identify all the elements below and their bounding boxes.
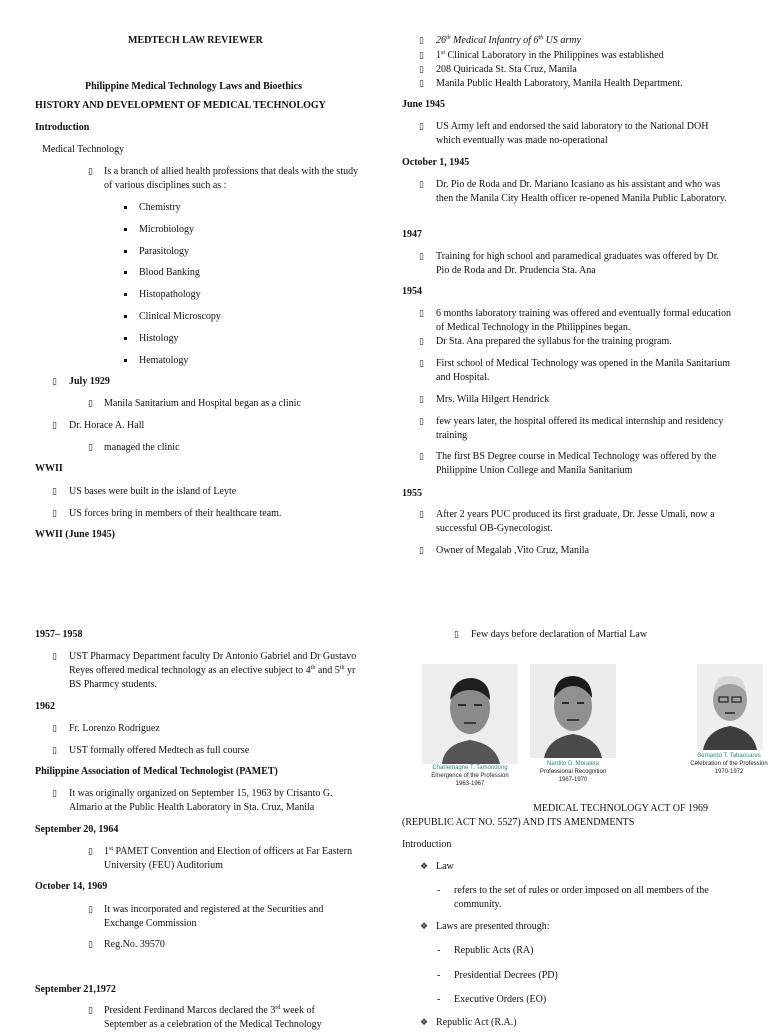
bullet-icon: ▯ xyxy=(88,847,93,857)
diamond-bullet-icon: ❖ xyxy=(420,862,429,872)
bullet-icon: ▯ xyxy=(419,452,424,462)
bullet-icon: ▯ xyxy=(88,1006,93,1016)
y1955-item: Owner of Megalab ,Vito Cruz, Manila xyxy=(436,545,589,556)
law-type-item: Executive Orders (EO) xyxy=(454,994,547,1005)
bullet-icon: ▯ xyxy=(419,122,424,132)
bullet-icon: ▯ xyxy=(88,399,93,409)
y1955-item: After 2 years PUC produced its first graduate, Dr. Jesse Umali, now a successful OB-Gynecologist. xyxy=(436,509,715,534)
y1954-item: few years later, the hospital offered its medical internship and residency training xyxy=(436,416,724,441)
bullet-icon: ▯ xyxy=(88,905,93,915)
first-lab-item: 1st Clinical Laboratory in the Philippines was established xyxy=(436,50,664,61)
bullet-icon: ▯ xyxy=(419,337,424,347)
portrait-photo xyxy=(697,664,763,750)
square-bullet-icon xyxy=(124,271,127,274)
bullet-icon: ▯ xyxy=(52,724,57,734)
sep-1964-item: 1st PAMET Convention and Election of officers at Far Eastern University (FEU) Auditorium xyxy=(104,846,352,871)
bullet-icon: ▯ xyxy=(419,36,424,46)
medtech-label: Medical Technology xyxy=(42,144,125,155)
martial-law-item: Few days before declaration of Martial Law xyxy=(471,629,648,640)
republic-act-item: Republic Act (R.A.) xyxy=(436,1017,517,1028)
bullet-icon: ▯ xyxy=(52,377,57,387)
portrait-role: Celebration of the Profession xyxy=(690,761,768,767)
oct-1945-item: Dr. Pio de Roda and Dr. Mariano Icasiano as his assistant and who was then the Manila City Health officer re-opened Manila Public Laboratory. xyxy=(436,179,727,204)
portrait-role: Professional Recognition xyxy=(539,769,607,775)
wwii-heading: WWII xyxy=(35,463,63,474)
portrait-years: 1970-1972 xyxy=(714,769,744,775)
bullet-icon: ▯ xyxy=(419,252,424,262)
bullet-icon: ▯ xyxy=(419,309,424,319)
act-title-line2: (REPUBLIC ACT NO. 5527) AND ITS AMENDMENTS xyxy=(402,817,635,828)
bullet-icon: ▯ xyxy=(419,180,424,190)
square-bullet-icon xyxy=(124,250,127,253)
bullet-icon: ▯ xyxy=(454,630,459,640)
y1954-item: Mrs. Willa Hilgert Hendrick xyxy=(436,394,550,405)
y1962-heading: 1962 xyxy=(35,701,55,712)
portrait-years: 1963-1967 xyxy=(455,781,485,787)
law-definition: refers to the set of rules or order imposed on all members of the community. xyxy=(454,885,709,910)
y1955-heading: 1955 xyxy=(402,488,422,499)
wwii-item: US bases were built in the island of Leyte xyxy=(69,486,237,497)
portrait-name: Charlemagne T. Tamondong xyxy=(432,765,508,771)
discipline-item: Microbiology xyxy=(139,224,194,235)
square-bullet-icon xyxy=(124,337,127,340)
law-type-item: Republic Acts (RA) xyxy=(454,945,534,956)
y1947-heading: 1947 xyxy=(402,229,422,240)
june-1945-heading: June 1945 xyxy=(402,99,446,110)
bullet-icon: ▯ xyxy=(88,167,93,177)
y1954-item: 6 months laboratory training was offered and eventually formal education of Medical Technology in the Philippines began. xyxy=(436,308,731,333)
square-bullet-icon xyxy=(124,359,127,362)
bullet-icon: ▯ xyxy=(419,546,424,556)
law-type-item: Presidential Decrees (PD) xyxy=(454,970,558,981)
y1957-heading: 1957– 1958 xyxy=(35,629,83,640)
dash-bullet-icon: - xyxy=(437,970,441,981)
discipline-item: Clinical Microscopy xyxy=(139,311,221,322)
y1957-item: UST Pharmacy Department faculty Dr Antonio Gabriel and Dr Gustavo Reyes offered medical technology as an elective subject to 4th and 5th yr BS Pharmcy students. xyxy=(69,651,357,690)
oct-1969-item: Reg.No. 39570 xyxy=(104,939,165,950)
hall-item: Dr. Horace A. Hall xyxy=(69,420,145,431)
portrait-years: 1967-1970 xyxy=(558,777,588,783)
july-1929-item: Manila Sanitarium and Hospital began as a clinic xyxy=(104,398,301,409)
bullet-icon: ▯ xyxy=(52,487,57,497)
june-1945-item: US Army left and endorsed the said laboratory to the National DOH which eventually was made no-operational xyxy=(436,121,709,146)
address-item: 208 Quiricada St. Sta Cruz, Manila xyxy=(436,64,577,75)
y1954-item: First school of Medical Technology was opened in the Manila Sanitarium and Hospital. xyxy=(436,358,731,383)
y1954-item: The first BS Degree course in Medical Technology was offered by the Philippine Union College and Manila Sanitarium xyxy=(436,451,717,476)
sep-1972-item-line2: September as a celebration of the Medical Technology xyxy=(104,1019,322,1030)
square-bullet-icon xyxy=(124,206,127,209)
manila-lab-item: Manila Public Health Laboratory, Manila Health Department. xyxy=(436,78,683,89)
oct-1969-heading: October 14, 1969 xyxy=(35,881,108,892)
bullet-icon: ▯ xyxy=(52,652,57,662)
portrait-name: Bernardo T. Tabaosares xyxy=(697,753,761,759)
bullet-icon: ▯ xyxy=(419,51,424,61)
bullet-icon: ▯ xyxy=(419,395,424,405)
bullet-icon: ▯ xyxy=(419,65,424,75)
portrait-role: Emergence of the Profession xyxy=(431,773,509,779)
y1962-item: Fr. Lorenzo Rodriguez xyxy=(69,723,160,734)
infantry-item: 26th Medical Infantry of 6th US army xyxy=(436,35,581,46)
sep-1964-heading: September 20, 1964 xyxy=(35,824,119,835)
bullet-icon: ▯ xyxy=(419,359,424,369)
y1954-heading: 1954 xyxy=(402,286,422,297)
y1947-item: Training for high school and paramedical graduates was offered by Dr. Pio de Roda and Dr. Prudencia Sta. Ana xyxy=(436,251,719,276)
discipline-item: Hematology xyxy=(139,355,189,366)
oct-1945-heading: October 1, 1945 xyxy=(402,157,470,168)
portrait-photo xyxy=(422,664,518,764)
bullet-icon: ▯ xyxy=(52,789,57,799)
portrait-caption xyxy=(414,764,526,788)
y1954-item: Dr Sta. Ana prepared the syllabus for the training program. xyxy=(436,336,672,347)
discipline-item: Histology xyxy=(139,333,179,344)
act-intro-heading: Introduction xyxy=(402,839,452,850)
bullet-icon: ▯ xyxy=(52,421,57,431)
portrait-photo xyxy=(530,664,616,758)
intro-heading: Introduction xyxy=(35,122,90,133)
pamet-heading: Philippine Association of Medical Technologist (PAMET) xyxy=(35,766,278,777)
portrait-caption xyxy=(690,752,768,776)
bullet-icon: ▯ xyxy=(52,746,57,756)
dash-bullet-icon: - xyxy=(437,994,441,1005)
square-bullet-icon xyxy=(124,293,127,296)
document-title: MEDTECH LAW REVIEWER xyxy=(128,35,263,46)
sep-1972-heading: September 21,1972 xyxy=(35,984,116,995)
document-subtitle: Philippine Medical Technology Laws and Bioethics xyxy=(85,81,302,92)
wwii-june-1945-heading: WWII (June 1945) xyxy=(35,529,116,540)
bullet-icon: ▯ xyxy=(419,79,424,89)
bullet-icon: ▯ xyxy=(419,510,424,520)
sep-1972-item: President Ferdinand Marcos declared the 3rd week of xyxy=(104,1005,315,1016)
dash-bullet-icon: - xyxy=(437,945,441,956)
discipline-item: Chemistry xyxy=(139,202,181,213)
bullet-icon: ▯ xyxy=(52,509,57,519)
dash-bullet-icon: - xyxy=(437,885,441,896)
pamet-item: It was originally organized on September 15, 1963 by Crisanto G. Almario at the Public Health Laboratory in Sta. Cruz, Manila xyxy=(69,788,333,813)
y1962-item: UST formally offered Medtech as full course xyxy=(69,745,250,756)
discipline-item: Histopathology xyxy=(139,289,201,300)
section-heading: HISTORY AND DEVELOPMENT OF MEDICAL TECHNOLOGY xyxy=(35,100,326,111)
bullet-icon: ▯ xyxy=(419,417,424,427)
act-title-line1: MEDICAL TECHNOLOGY ACT OF 1969 xyxy=(533,803,709,814)
square-bullet-icon xyxy=(124,228,127,231)
hall-subitem: managed the clinic xyxy=(104,442,180,453)
law-label: Law xyxy=(436,861,454,872)
bullet-icon: ▯ xyxy=(88,940,93,950)
laws-presented: Laws are presented through: xyxy=(436,921,550,932)
discipline-item: Parasitology xyxy=(139,246,189,257)
july-1929-heading: July 1929 xyxy=(69,376,110,387)
diamond-bullet-icon: ❖ xyxy=(420,1018,429,1028)
portrait-name: Nardito D. Moraleta xyxy=(546,761,600,767)
discipline-item: Blood Banking xyxy=(139,267,200,278)
diamond-bullet-icon: ❖ xyxy=(420,922,429,932)
medtech-definition: Is a branch of allied health professions that deals with the study of various disciplines such as : xyxy=(104,166,359,191)
portrait-caption xyxy=(522,760,624,784)
oct-1969-item: It was incorporated and registered at the Securities and Exchange Commission xyxy=(104,904,324,929)
wwii-item: US forces bring in members of their healthcare team. xyxy=(69,508,282,519)
bullet-icon: ▯ xyxy=(88,443,93,453)
square-bullet-icon xyxy=(124,315,127,318)
